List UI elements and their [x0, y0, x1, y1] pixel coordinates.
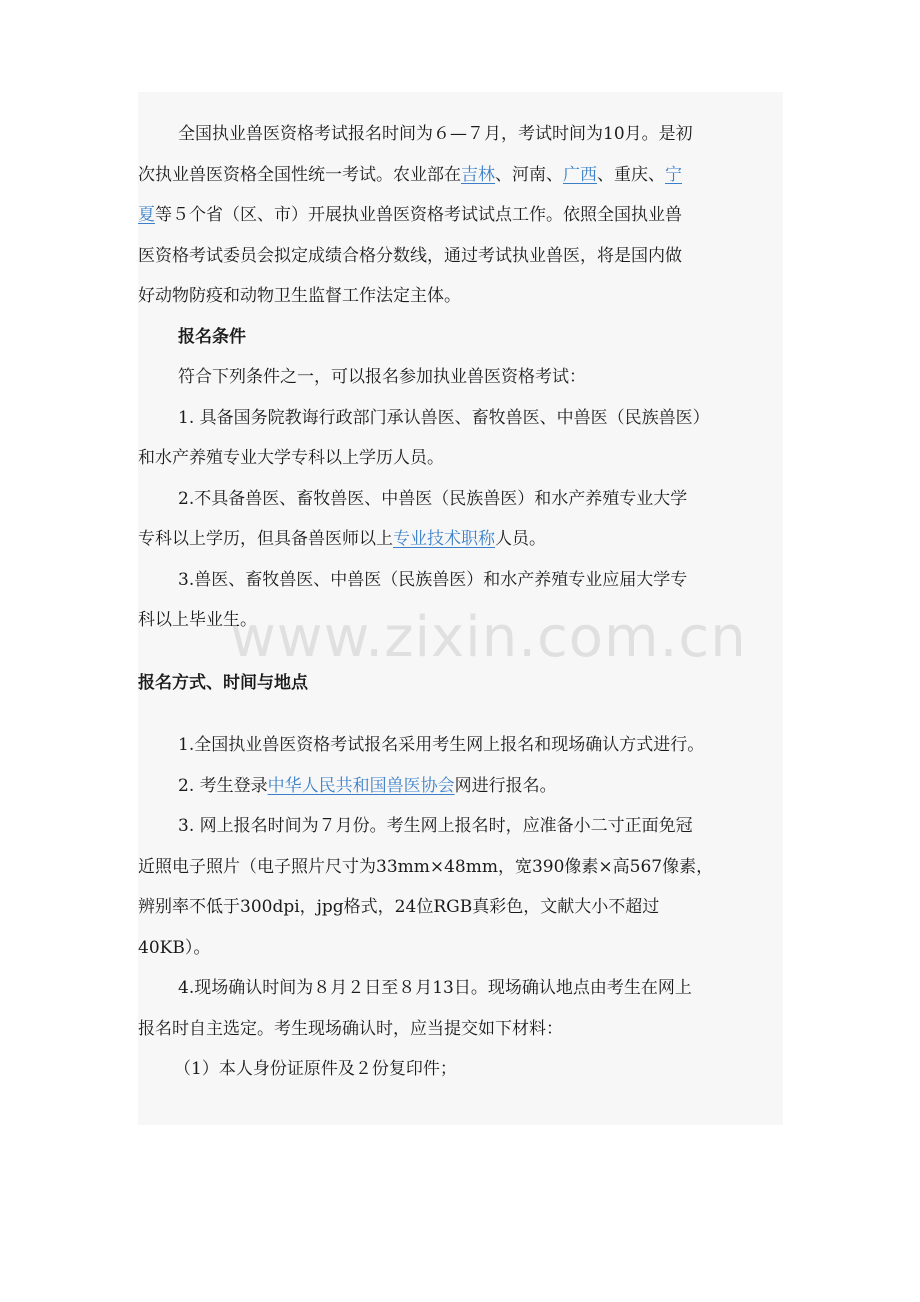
condition-1-line-1: 1. 具备国务院教诲行政部门承认兽医、畜牧兽医、中兽医（民族兽医） — [178, 407, 710, 428]
registration-step-4-line-1: 4.现场确认时间为８月２日至８月13日。现场确认地点由考生在网上 — [178, 978, 692, 998]
registration-step-3-line-4: 40KB）。 — [138, 937, 211, 958]
registration-step-1: 1.全国执业兽医资格考试报名采用考生网上报名和现场确认方式进行。 — [178, 735, 705, 755]
registration-step-3-line-1: 3. 网上报名时间为７月份。考生网上报名时，应准备小二寸正面免冠 — [178, 816, 693, 836]
conditions-lead: 符合下列条件之一，可以报名参加执业兽医资格考试： — [178, 367, 586, 387]
intro-line-1 — [138, 114, 783, 155]
link-ningxia-part1[interactable]: 宁 — [665, 164, 682, 185]
intro-line-4 — [138, 236, 783, 277]
intro-line-2 — [138, 155, 783, 196]
document-page — [138, 92, 783, 1125]
intro-text: 、重庆、 — [597, 164, 665, 185]
intro-text: 等５个省（区、市）开展执业兽医资格考试试点工作。依照全国执业兽 — [155, 205, 682, 225]
intro-text: 好动物防疫和动物卫生监督工作法定主体。 — [138, 286, 461, 306]
condition-3-line-2: 科以上毕业生。 — [138, 610, 257, 630]
condition-text: 专科以上学历，但具备兽医师以上 — [138, 529, 393, 549]
condition-2-line-1: 2.不具备兽医、畜牧兽医、中兽医（民族兽医）和水产养殖专业大学 — [178, 488, 688, 509]
link-ningxia-part2[interactable]: 夏 — [138, 205, 155, 225]
registration-step-4-line-2: 报名时自主选定。考生现场确认时，应当提交如下材料： — [138, 1018, 563, 1039]
intro-text: 全国执业兽医资格考试报名时间为６—７月，考试时间为10月。是初 — [178, 124, 693, 144]
link-professional-title[interactable]: 专业技术职称 — [393, 529, 495, 549]
registration-heading: 报名方式、时间与地点 — [138, 672, 308, 693]
condition-text: 人员。 — [495, 529, 546, 549]
registration-step-3-line-2: 近照电子照片（电子照片尺寸为33mm×48mm，宽390像素×高567像素， — [138, 856, 714, 877]
intro-text: 、河南、 — [495, 164, 563, 185]
intro-text: 医资格考试委员会拟定成绩合格分数线，通过考试执业兽医，将是国内做 — [138, 245, 682, 266]
intro-text: 次执业兽医资格全国性统一考试。农业部在 — [138, 164, 461, 185]
conditions-heading: 报名条件 — [178, 326, 246, 347]
registration-step-3-line-3: 辨别率不低于300dpi，jpg格式，24位RGB真彩色，文献大小不超过 — [138, 897, 660, 917]
link-veterinary-association[interactable]: 中华人民共和国兽医协会 — [267, 775, 455, 796]
condition-2-line-2 — [138, 519, 783, 560]
material-1: （1）本人身份证原件及２份复印件； — [174, 1059, 457, 1079]
link-guangxi[interactable]: 广西 — [563, 164, 597, 185]
document-content — [138, 114, 783, 1090]
registration-step-2 — [138, 766, 783, 807]
intro-line-3 — [138, 195, 783, 236]
step-text: 2. 考生登录 — [178, 775, 268, 796]
link-jilin[interactable]: 吉林 — [461, 164, 495, 185]
condition-1-line-2: 和水产养殖专业大学专科以上学历人员。 — [138, 448, 444, 468]
condition-3-line-1: 3.兽医、畜牧兽医、中兽医（民族兽医）和水产养殖专业应届大学专 — [178, 569, 688, 590]
step-text: 网进行报名。 — [454, 775, 557, 796]
intro-line-5 — [138, 276, 783, 317]
